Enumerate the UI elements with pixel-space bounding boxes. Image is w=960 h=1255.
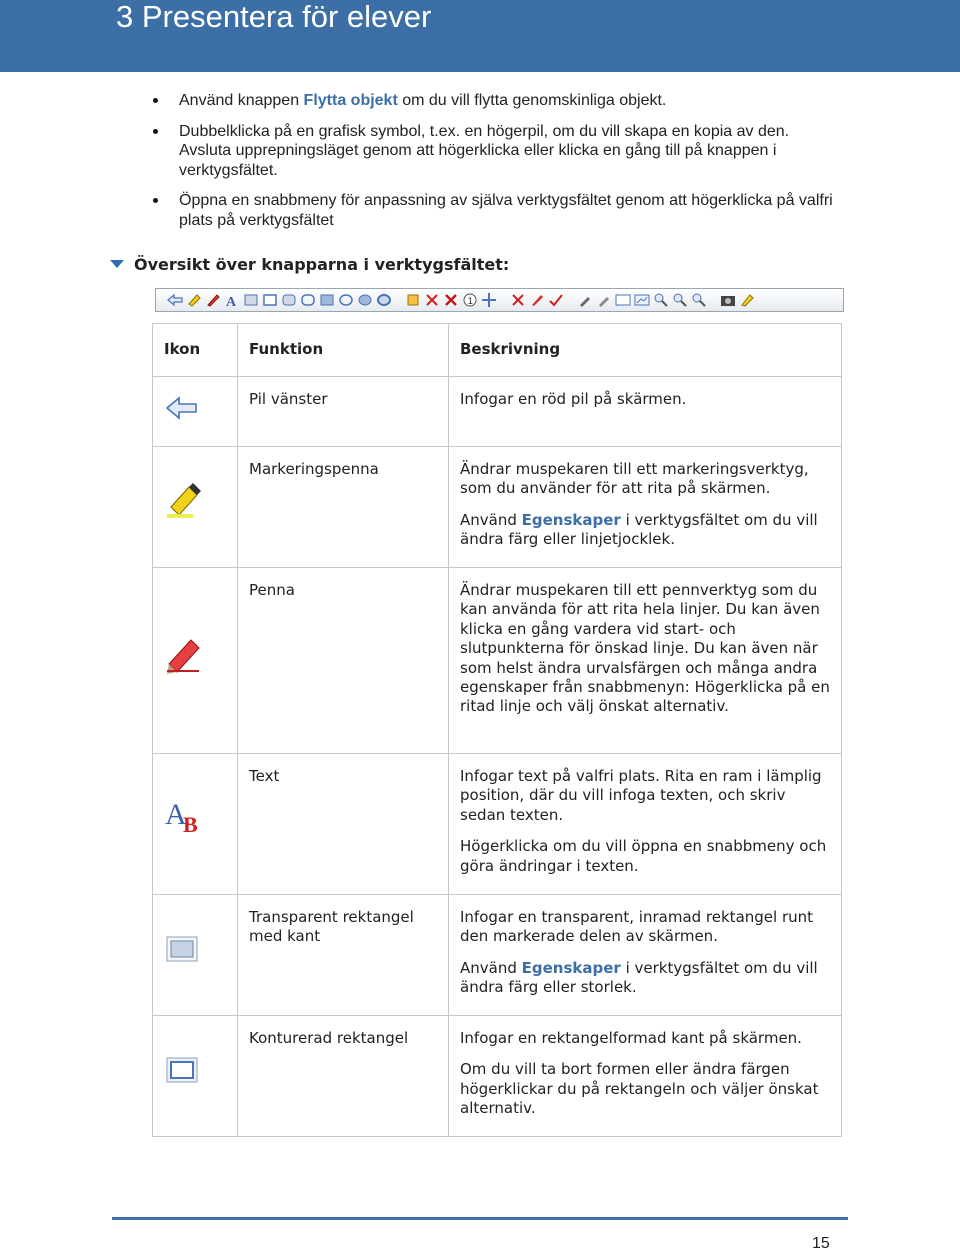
outline-rect-icon: [261, 292, 278, 309]
svg-text:A: A: [165, 798, 187, 831]
function-cell: Markeringspenna: [238, 447, 449, 568]
filled-rect-icon: [318, 292, 335, 309]
toolbar-table: [152, 323, 842, 1137]
bullet-item: Använd knappen Flytta objekt om du vill flytta genomskinliga objekt.: [142, 91, 842, 111]
header-funktion: Funktion: [238, 324, 449, 377]
bullet-item: Dubbelklicka på en grafisk symbol, t.ex. en högerpil, om du vill skapa en kopia av den. Avsluta upprepningsläget genom att högerklicka eller klicka en gång till på knappen i verktygsfältet.: [142, 122, 842, 181]
move-object-icon: [480, 292, 497, 309]
pen-icon: [165, 634, 205, 674]
highlighter-icon: [165, 481, 203, 521]
red-cross-icon: [509, 292, 526, 309]
bullet-item: Öppna en snabbmeny för anpassning av själva verktygsfältet genom att högerklicka på valfri plats på verktygsfältet: [142, 191, 842, 230]
svg-text:A: A: [225, 295, 236, 308]
function-cell: Transparent rektangel med kant: [238, 895, 449, 1016]
section-heading[interactable]: Översikt över knapparna i verktygsfältet:: [110, 255, 509, 275]
ellipse-ring-icon: [375, 292, 392, 309]
bullet-list: [142, 91, 842, 241]
description-cell: Ändrar muspekaren till ett pennverktyg som du kan använda för att rita hela linjer. Du kan även klicka en gång vardera vid start- och slutpunkterna för önskad linje. Du kan även när som helst ändra urvalsfärgen och många andra egenskaper från snabbmenyn: Högerklicka på en ritad linje och välj önskat alternativ.: [449, 568, 842, 754]
delete-all-icon: [442, 292, 459, 309]
table-row: [153, 568, 842, 754]
header-ikon: Ikon: [153, 324, 238, 377]
arrow-left-icon: [166, 292, 183, 309]
rounded-outline-icon: [299, 292, 316, 309]
text-icon: [165, 794, 205, 834]
flytta-objekt-link: Flytta objekt: [303, 92, 398, 109]
number-one-icon: [461, 292, 478, 309]
egenskaper-link: Egenskaper: [521, 958, 621, 977]
transparent-rect-icon: [242, 292, 259, 309]
outline-rect-icon: [165, 1056, 199, 1084]
checkmark-icon: [547, 292, 564, 309]
table-row: [153, 447, 842, 568]
function-cell: Pil vänster: [238, 377, 449, 447]
description-cell: Ändrar muspekaren till ett markeringsverktyg, som du använder för att rita på skärmen. Använd Egenskaper i verktygsfältet om du vill ändra färg eller linjetjocklek.: [449, 447, 842, 568]
red-pen-icon: [528, 292, 545, 309]
pen-icon: [204, 292, 221, 309]
description-cell: Infogar en rektangelformad kant på skärmen. Om du vill ta bort formen eller ändra färgen högerklickar du på rektangeln och väljer önskat alternativ.: [449, 1016, 842, 1137]
ellipse-outline-icon: [337, 292, 354, 309]
function-cell: Konturerad rektangel: [238, 1016, 449, 1137]
chart-window-icon: [633, 292, 650, 309]
window-icon: [614, 292, 631, 309]
zoom-in-icon: [671, 292, 688, 309]
delete-selected-icon: [423, 292, 440, 309]
collapse-triangle-icon[interactable]: [110, 260, 124, 268]
toolbar-image: [155, 288, 844, 312]
svg-text:B: B: [183, 812, 198, 834]
description-cell: Infogar en transparent, inramad rektangel runt den markerade delen av skärmen. Använd Egenskaper i verktygsfältet om du vill ändra färg eller storlek.: [449, 895, 842, 1016]
properties-icon: [738, 292, 755, 309]
text-icon: [223, 292, 240, 309]
page-number: 15: [812, 1235, 830, 1252]
footer-divider: [112, 1217, 848, 1220]
page-header: [0, 0, 960, 72]
table-row: [153, 895, 842, 1016]
egenskaper-link: Egenskaper: [521, 510, 621, 529]
header-beskrivning: Beskrivning: [449, 324, 842, 377]
eyedropper-icon: [595, 292, 612, 309]
rounded-rect-icon: [280, 292, 297, 309]
table-row: [153, 1016, 842, 1137]
page-title: 3 Presentera för elever: [116, 0, 432, 34]
magnifier-icon: [652, 292, 669, 309]
description-cell: Infogar en röd pil på skärmen.: [449, 377, 842, 447]
table-row: [153, 377, 842, 447]
table-header-row: [153, 324, 842, 377]
transparent-rect-icon: [165, 935, 199, 963]
stamp-icon: [404, 292, 421, 309]
function-cell: Text: [238, 754, 449, 895]
arrow-left-icon: [165, 395, 199, 421]
description-cell: Infogar text på valfri plats. Rita en ram i lämplig position, där du vill infoga texten, och skriv sedan texten. Högerklicka om du vill öppna en snabbmeny och göra ändringar i texten.: [449, 754, 842, 895]
table-row: [153, 754, 842, 895]
ellipse-filled-icon: [356, 292, 373, 309]
function-cell: Penna: [238, 568, 449, 754]
camera-icon: [719, 292, 736, 309]
svg-text:1: 1: [467, 297, 473, 307]
highlighter-icon: [185, 292, 202, 309]
brush-icon: [576, 292, 593, 309]
zoom-out-icon: [690, 292, 707, 309]
